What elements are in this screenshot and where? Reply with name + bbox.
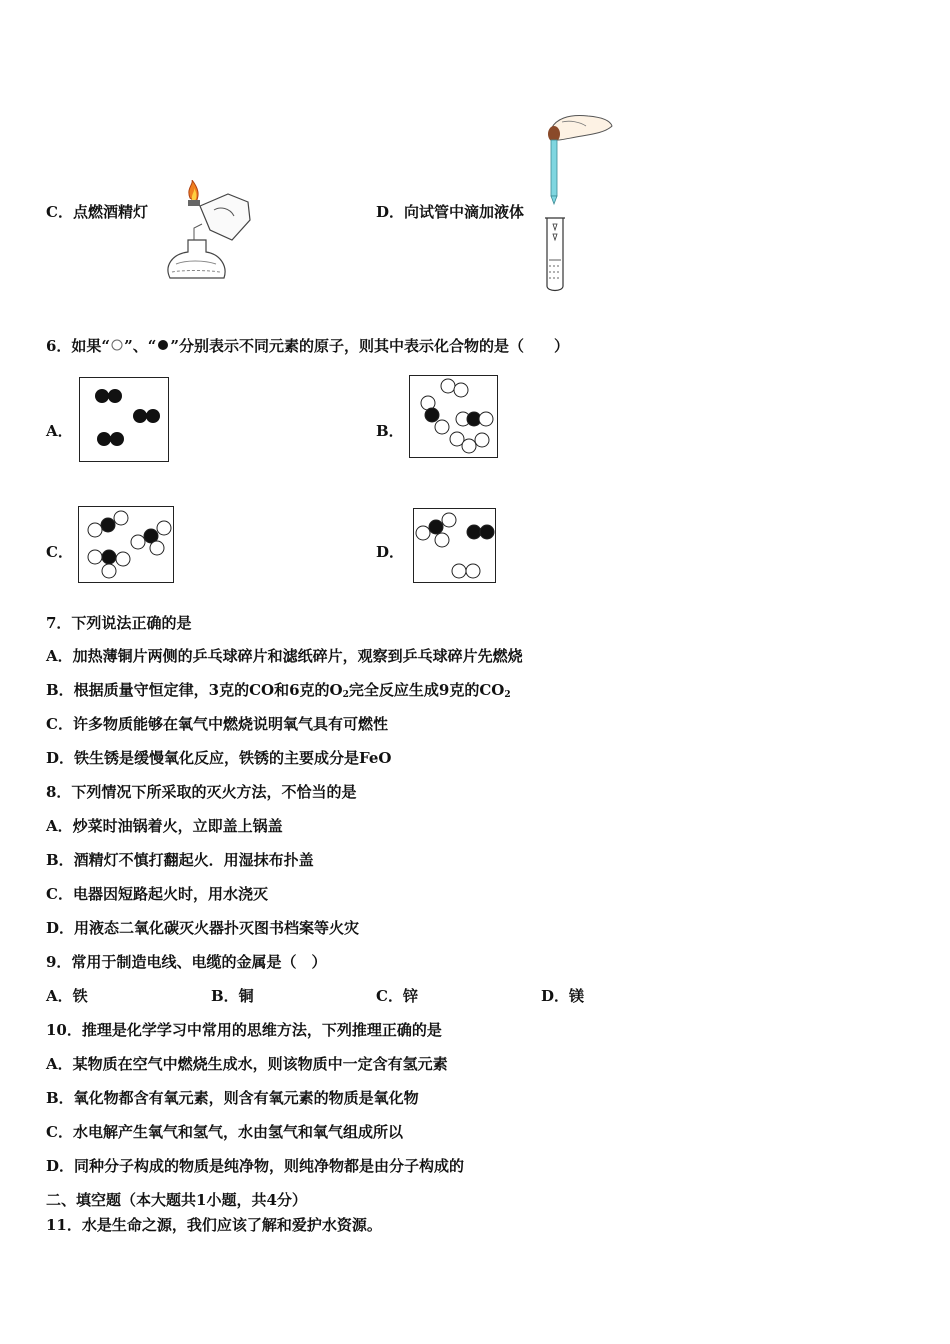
q10-option-d: D．同种分子构成的物质是纯净物，则纯净物都是由分子构成的 [46,1157,465,1175]
q6-option-d-label: D． [376,543,405,561]
q8-option-a: A．炒菜时油锅着火，立即盖上锅盖 [46,817,283,835]
q7-option-d: D．铁生锈是缓慢氧化反应，铁锈的主要成分是FeO [46,749,392,767]
q6-option-c-diagram [78,506,174,583]
section-heading: 二、填空题（本大题共1小题，共4分） [46,1191,307,1209]
q8-stem: 8．下列情况下所采取的灭火方法，不恰当的是 [46,783,357,801]
q10-option-b: B．氧化物都含有氧元素，则含有氧元素的物质是氧化物 [46,1089,419,1107]
white-atom-icon [110,338,124,352]
black-atom-icon [156,338,170,352]
q8-option-c: C．电器因短路起火时，用水浇灭 [46,885,268,903]
q11-stem: 11．水是生命之源，我们应该了解和爱护水资源。 [46,1216,382,1234]
q6-option-a-diagram [79,377,169,462]
q6-option-d-diagram [413,508,496,583]
q9-option-c: C．锌 [376,987,418,1005]
q6-option-b-label: B． [376,422,404,440]
q8-option-b: B．酒精灯不慎打翻起火．用湿抹布扑盖 [46,851,314,869]
q10-option-a: A．某物质在空气中燃烧生成水，则该物质中一定含有氢元素 [46,1055,448,1073]
q7-option-c: C．许多物质能够在氧气中燃烧说明氧气具有可燃性 [46,715,388,733]
q6-stem: 6．如果“ ”、“ ”分别表示不同元素的原子，则其中表示化合物的是（ ） [46,337,569,355]
q7-stem: 7．下列说法正确的是 [46,614,192,632]
q9-option-b: B．铜 [211,987,254,1005]
q10-stem: 10．推理是化学学习中常用的思维方法，下列推理正确的是 [46,1021,442,1039]
q9-stem: 9．常用于制造电线、电缆的金属是（ ） [46,953,327,971]
q7-option-b: B．根据质量守恒定律，3克的CO和6克的$O_2$完全反应生成9克的$CO_2$ [46,681,511,700]
q5-option-c: C．点燃酒精灯 [46,203,148,221]
q6-option-b-diagram [409,375,498,458]
q6-option-a-label: A． [46,422,73,440]
q8-option-d: D．用液态二氧化碳灭火器扑灭图书档案等火灾 [46,919,360,937]
q6-option-c-label: C． [46,543,73,561]
q7-option-a: A．加热薄铜片两侧的乒乓球碎片和滤纸碎片，观察到乒乓球碎片先燃烧 [46,647,523,665]
q9-option-a: A．铁 [46,987,88,1005]
dropper-test-tube-image [540,110,620,295]
q5-option-d: D．向试管中滴加液体 [376,203,525,221]
q9-option-d: D．镁 [541,987,585,1005]
q10-option-c: C．水电解产生氧气和氢气，水由氢气和氧气组成所以 [46,1123,403,1141]
alcohol-lamp-lighting-image [158,180,258,290]
